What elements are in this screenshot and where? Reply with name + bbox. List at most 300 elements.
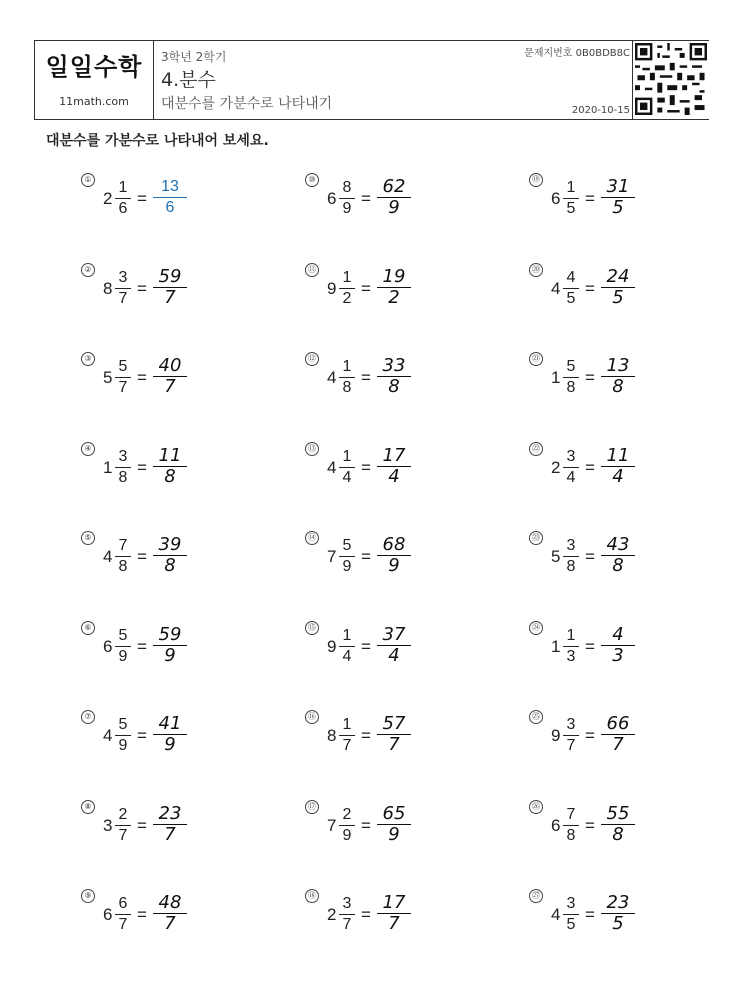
answer-numerator: 40: [158, 355, 182, 376]
answer-fraction[interactable]: [603, 177, 633, 218]
problem-item: [532, 354, 743, 416]
fraction-bar: [339, 735, 355, 736]
answer-numerator: 68: [382, 534, 406, 555]
fraction-denominator: 2: [342, 289, 352, 307]
fraction-numerator: 3: [566, 537, 576, 554]
qr-code[interactable]: [632, 41, 709, 119]
fraction-numerator: 3: [566, 447, 576, 465]
answer-denominator: 8: [388, 376, 400, 397]
answer-numerator: 19: [382, 265, 406, 287]
fraction-numerator: 1: [342, 358, 352, 375]
fraction: [563, 716, 579, 755]
answer-numerator: 31: [606, 176, 630, 197]
answer-numerator: 59: [158, 265, 182, 287]
problem-item: [308, 443, 527, 506]
fraction: [339, 448, 355, 487]
answer-fraction[interactable]: [379, 804, 409, 845]
fraction: [339, 269, 355, 308]
brand-url[interactable]: 11math.com: [59, 95, 129, 108]
fraction-denominator: 7: [118, 826, 128, 844]
fraction: [115, 537, 131, 576]
problem-item: [84, 533, 303, 595]
answer-fraction[interactable]: [155, 893, 185, 934]
fraction-denominator: 8: [342, 379, 352, 396]
fraction-bar: [339, 556, 355, 557]
problem-number: ⑲: [529, 173, 543, 187]
fraction-denominator: 4: [566, 468, 576, 486]
fraction: [339, 806, 355, 845]
fraction: [563, 627, 579, 666]
fraction-numerator: 3: [566, 895, 576, 912]
fraction: [339, 537, 355, 576]
fraction-numerator: 2: [342, 805, 352, 823]
fraction-denominator: 4: [342, 647, 352, 665]
equals-sign: =: [585, 815, 595, 835]
fraction-numerator: 1: [118, 179, 128, 196]
answer-denominator: 8: [164, 555, 176, 576]
fraction-bar: [339, 914, 355, 915]
fraction-denominator: 5: [566, 916, 576, 933]
fraction-bar: [115, 914, 131, 915]
equals-sign: =: [137, 278, 147, 298]
problem-item: [84, 443, 303, 506]
equals-sign: =: [361, 726, 371, 745]
answer-fraction[interactable]: [603, 804, 633, 845]
answer-numerator: 11: [158, 444, 182, 466]
fraction: [563, 537, 579, 576]
fraction-numerator: 3: [118, 447, 128, 465]
fraction-numerator: 7: [118, 537, 128, 554]
problem-number: ⑨: [81, 889, 95, 903]
fraction: [339, 627, 355, 666]
fraction-numerator: 1: [566, 626, 576, 644]
whole-number: 6: [551, 815, 561, 835]
equals-sign: =: [361, 815, 371, 835]
fraction-bar: [115, 646, 131, 647]
fraction: [339, 716, 355, 755]
problem-number: ㉒: [529, 442, 543, 456]
fraction-bar: [563, 467, 579, 468]
whole-number: 6: [103, 636, 113, 656]
whole-number: 4: [103, 726, 113, 745]
problem-number: ⑯: [305, 710, 319, 724]
fraction-denominator: 7: [566, 737, 576, 754]
whole-number: 4: [551, 905, 561, 924]
answer-denominator: 9: [164, 734, 176, 755]
problem-number: ㉖: [529, 800, 543, 814]
fraction: [563, 448, 579, 487]
fraction-numerator: 5: [118, 358, 128, 375]
whole-number: 6: [551, 189, 561, 208]
fraction-bar: [563, 377, 579, 378]
answer-denominator: 9: [388, 555, 400, 576]
equals-sign: =: [137, 368, 147, 387]
problem-item: [532, 443, 743, 506]
problem-item: [308, 712, 527, 774]
problem-item: [84, 891, 303, 953]
answer-fraction[interactable]: [379, 177, 409, 218]
answer-numerator: 65: [382, 802, 406, 824]
answer-numerator: 24: [606, 265, 630, 287]
equals-sign: =: [361, 189, 371, 208]
equals-sign: =: [361, 278, 371, 298]
fraction-denominator: 9: [342, 558, 352, 575]
brand-box: [35, 41, 154, 119]
answer-denominator: 5: [612, 286, 624, 308]
problem-number: ⑦: [81, 710, 95, 724]
equals-sign: =: [137, 815, 147, 835]
whole-number: 4: [327, 457, 337, 477]
fraction-numerator: 5: [118, 626, 128, 644]
fraction-bar: [339, 825, 355, 826]
fraction-denominator: 9: [342, 826, 352, 844]
equals-sign: =: [585, 189, 595, 208]
fraction-numerator: 8: [342, 179, 352, 196]
answer-denominator: 7: [164, 286, 176, 308]
fraction-bar: [563, 288, 579, 289]
fraction-denominator: 9: [118, 737, 128, 754]
fraction: [115, 806, 131, 845]
equals-sign: =: [137, 726, 147, 745]
problem-item: [532, 264, 743, 327]
equals-sign: =: [361, 547, 371, 566]
answer-denominator: 4: [612, 465, 624, 487]
problem-number: ①: [81, 173, 95, 187]
fraction-bar: [563, 198, 579, 199]
fraction-bar: [115, 556, 131, 557]
answer-denominator: 7: [388, 913, 400, 934]
whole-number: 1: [551, 368, 561, 387]
fraction-denominator: 8: [566, 826, 576, 844]
answer-fraction[interactable]: [155, 267, 185, 308]
answer-numerator: 48: [158, 892, 182, 913]
answer-fraction[interactable]: [155, 804, 185, 845]
whole-number: 9: [551, 726, 561, 745]
answer-fraction[interactable]: [603, 893, 633, 934]
problem-item: [532, 622, 743, 685]
fraction-bar: [339, 288, 355, 289]
fraction-denominator: 8: [118, 468, 128, 486]
problem-number: ㉑: [529, 352, 543, 366]
qr-code-icon: [635, 43, 707, 115]
answer-numerator: 43: [606, 534, 630, 555]
answer-numerator: 13: [161, 178, 179, 195]
problem-item: [308, 264, 527, 327]
answer-denominator: 8: [612, 376, 624, 397]
equals-sign: =: [585, 278, 595, 298]
whole-number: 7: [327, 815, 337, 835]
worksheet-header: [34, 40, 709, 120]
whole-number: 1: [103, 457, 113, 477]
fraction-bar: [563, 646, 579, 647]
problem-item: [84, 712, 303, 774]
answer-denominator: 9: [388, 823, 400, 845]
brand-logo: 일일수학: [45, 53, 143, 81]
answer-fraction[interactable]: [379, 356, 409, 397]
fraction-denominator: 9: [342, 200, 352, 217]
whole-number: 9: [327, 278, 337, 298]
problem-item: [308, 891, 527, 953]
answer-numerator: 41: [158, 713, 182, 734]
answer-fraction[interactable]: [155, 535, 185, 576]
fraction-numerator: 4: [566, 268, 576, 286]
problem-item: [308, 622, 527, 685]
fraction: [339, 179, 355, 218]
fraction-denominator: 5: [566, 200, 576, 217]
whole-number: 2: [327, 905, 337, 924]
fraction-bar: [339, 377, 355, 378]
fraction: [563, 806, 579, 845]
fraction-bar: [339, 467, 355, 468]
fraction-numerator: 1: [342, 716, 352, 733]
problem-item: [532, 801, 743, 864]
fraction-denominator: 7: [118, 916, 128, 933]
equals-sign: =: [585, 457, 595, 477]
fraction-numerator: 1: [342, 447, 352, 465]
fraction: [563, 895, 579, 934]
fraction-bar: [115, 288, 131, 289]
fraction-denominator: 8: [566, 379, 576, 396]
problem-item: [308, 533, 527, 595]
fraction-numerator: 1: [566, 179, 576, 196]
whole-number: 1: [551, 636, 561, 656]
problem-item: [532, 533, 743, 595]
problem-item: [84, 354, 303, 416]
fraction-numerator: 5: [118, 716, 128, 733]
fraction: [339, 358, 355, 397]
answer-fraction[interactable]: [379, 893, 409, 934]
answer-numerator: 66: [606, 713, 630, 734]
fraction-bar: [115, 825, 131, 826]
fraction-bar: [563, 556, 579, 557]
chapter-title: 4.분수: [161, 69, 216, 91]
fraction-denominator: 8: [566, 558, 576, 575]
equals-sign: =: [361, 368, 371, 387]
answer-numerator: 33: [382, 355, 406, 376]
answer-numerator: 59: [158, 623, 182, 645]
equals-sign: =: [137, 189, 147, 208]
answer-denominator: 5: [612, 913, 624, 934]
fraction: [563, 179, 579, 218]
equals-sign: =: [361, 457, 371, 477]
fraction-bar: [563, 735, 579, 736]
answer-fraction[interactable]: [603, 714, 633, 755]
fraction: [115, 269, 131, 308]
whole-number: 8: [103, 278, 113, 298]
problem-number: ③: [81, 352, 95, 366]
problem-item: [308, 354, 527, 416]
fraction-numerator: 6: [118, 895, 128, 912]
problem-number: ⑧: [81, 800, 95, 814]
whole-number: 5: [551, 547, 561, 566]
answer-fraction[interactable]: [379, 535, 409, 576]
problem-item: [308, 801, 527, 864]
equals-sign: =: [137, 457, 147, 477]
answer-fraction[interactable]: [603, 356, 633, 397]
problem-item: [84, 175, 303, 237]
fraction-bar: [115, 377, 131, 378]
whole-number: 5: [103, 368, 113, 387]
document-date: 2020-10-15: [571, 105, 630, 116]
answer-fraction[interactable]: [379, 446, 409, 487]
whole-number: 9: [327, 636, 337, 656]
fraction-denominator: 5: [566, 289, 576, 307]
answer-fraction[interactable]: [603, 535, 633, 576]
fraction-denominator: 9: [118, 647, 128, 665]
fraction-numerator: 2: [118, 805, 128, 823]
answer-numerator: 57: [382, 713, 406, 734]
problem-item: [532, 891, 743, 953]
answer-numerator: 55: [606, 802, 630, 824]
equals-sign: =: [585, 636, 595, 656]
fraction: [115, 716, 131, 755]
fraction-denominator: 7: [118, 379, 128, 396]
answer-fraction[interactable]: [379, 625, 409, 666]
fraction-bar: [115, 198, 131, 199]
document-number: 문제지번호 0B0BDB8C: [524, 48, 630, 59]
equals-sign: =: [585, 905, 595, 924]
answer-denominator: 8: [612, 555, 624, 576]
problem-number: ⑥: [81, 621, 95, 635]
problem-number: ㉕: [529, 710, 543, 724]
answer-denominator: 7: [164, 823, 176, 845]
answer-denominator: 9: [164, 644, 176, 666]
fraction: [115, 627, 131, 666]
answer-denominator: 9: [388, 197, 400, 218]
instruction-text: 대분수를 가분수로 나타내어 보세요.: [46, 133, 269, 149]
equals-sign: =: [361, 636, 371, 656]
answer-numerator: 39: [158, 534, 182, 555]
answer-numerator: 17: [382, 892, 406, 913]
whole-number: 4: [551, 278, 561, 298]
answer-fraction[interactable]: [155, 714, 185, 755]
fraction: [115, 895, 131, 934]
answer-numerator: 37: [382, 623, 406, 645]
fraction-numerator: 1: [342, 268, 352, 286]
problem-number: ⑰: [305, 800, 319, 814]
answer-numerator: 4: [612, 623, 624, 645]
equals-sign: =: [361, 905, 371, 924]
grade-label: 3학년 2학기: [161, 50, 227, 64]
fraction-denominator: 3: [566, 647, 576, 665]
problem-number: ⑮: [305, 621, 319, 635]
problem-number: ⑩: [305, 173, 319, 187]
problem-number: ②: [81, 263, 95, 277]
whole-number: 6: [103, 905, 113, 924]
answer-fraction[interactable]: [603, 446, 633, 487]
problem-number: ㉔: [529, 621, 543, 635]
fraction: [563, 269, 579, 308]
answer-denominator: 3: [612, 644, 624, 666]
fraction-bar: [339, 646, 355, 647]
problem-item: [308, 175, 527, 237]
problem-number: ⑳: [529, 263, 543, 277]
equals-sign: =: [137, 636, 147, 656]
problem-number: ⑬: [305, 442, 319, 456]
answer-numerator: 23: [606, 892, 630, 913]
problem-number: ⑭: [305, 531, 319, 545]
answer-fraction[interactable]: [155, 625, 185, 666]
answer-fraction[interactable]: [155, 177, 185, 218]
problem-number: ⑫: [305, 352, 319, 366]
answer-denominator: 4: [388, 644, 400, 666]
whole-number: 4: [327, 368, 337, 387]
fraction-denominator: 4: [342, 468, 352, 486]
fraction-bar: [115, 467, 131, 468]
answer-denominator: 7: [164, 376, 176, 397]
problem-number: ⑪: [305, 263, 319, 277]
answer-fraction[interactable]: [603, 267, 633, 308]
answer-numerator: 23: [158, 802, 182, 824]
answer-denominator: 2: [388, 286, 400, 308]
problem-item: [84, 622, 303, 685]
fraction-numerator: 5: [342, 537, 352, 554]
fraction-bar: [115, 735, 131, 736]
whole-number: 2: [103, 189, 113, 208]
answer-fraction[interactable]: [155, 446, 185, 487]
problem-item: [532, 712, 743, 774]
fraction: [115, 179, 131, 218]
fraction-numerator: 7: [566, 805, 576, 823]
fraction: [563, 358, 579, 397]
fraction: [339, 895, 355, 934]
whole-number: 6: [327, 189, 337, 208]
problem-item: [84, 801, 303, 864]
problem-number: ⑤: [81, 531, 95, 545]
answer-denominator: 8: [612, 823, 624, 845]
problem-number: ㉓: [529, 531, 543, 545]
answer-fraction[interactable]: [603, 625, 633, 666]
equals-sign: =: [585, 547, 595, 566]
answer-numerator: 62: [382, 176, 406, 197]
equals-sign: =: [137, 905, 147, 924]
whole-number: 8: [327, 726, 337, 745]
fraction-numerator: 1: [342, 626, 352, 644]
fraction-bar: [339, 198, 355, 199]
answer-numerator: 17: [382, 444, 406, 466]
fraction-numerator: 3: [118, 268, 128, 286]
problem-number: ④: [81, 442, 95, 456]
equals-sign: =: [137, 547, 147, 566]
problem-item: [84, 264, 303, 327]
answer-fraction[interactable]: [379, 267, 409, 308]
answer-fraction[interactable]: [155, 356, 185, 397]
fraction: [115, 358, 131, 397]
whole-number: 3: [103, 815, 113, 835]
answer-fraction[interactable]: [379, 714, 409, 755]
fraction-numerator: 3: [342, 895, 352, 912]
whole-number: 2: [551, 457, 561, 477]
whole-number: 7: [327, 547, 337, 566]
fraction-numerator: 5: [566, 358, 576, 375]
fraction-denominator: 7: [118, 289, 128, 307]
answer-denominator: 5: [612, 197, 624, 218]
answer-numerator: 13: [606, 355, 630, 376]
answer-denominator: 6: [165, 199, 175, 216]
equals-sign: =: [585, 726, 595, 745]
problem-item: [532, 175, 743, 237]
whole-number: 4: [103, 547, 113, 566]
equals-sign: =: [585, 368, 595, 387]
problem-number: ㉗: [529, 889, 543, 903]
topic-title: 대분수를 가분수로 나타내기: [161, 96, 333, 112]
fraction: [115, 448, 131, 487]
fraction-bar: [563, 825, 579, 826]
answer-denominator: 4: [388, 465, 400, 487]
fraction-denominator: 7: [342, 916, 352, 933]
answer-denominator: 7: [164, 913, 176, 934]
answer-numerator: 11: [606, 444, 630, 466]
